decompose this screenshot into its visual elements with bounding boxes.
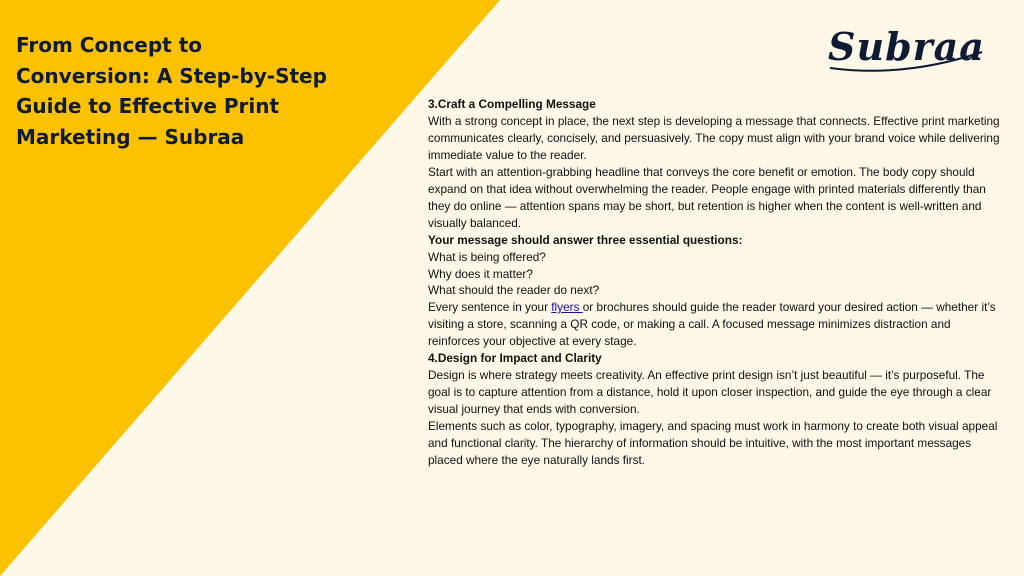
subraa-logo <box>824 22 988 74</box>
paragraph: Start with an attention-grabbing headline that conveys the core benefit or emotion. The body copy should expand on that idea without overwhelming the reader. People engage with printed materials differently than they do online — attention spans may be short, but retention is higher when the content is well-written and visually balanced. <box>428 164 986 230</box>
section-heading-craft-message: 3.Craft a Compelling Message <box>428 97 596 111</box>
question-item: Why does it matter? <box>428 266 533 281</box>
article-content <box>428 96 1004 469</box>
svg-text:Subraa: Subraa <box>828 24 985 69</box>
paragraph: With a strong concept in place, the next step is developing a message that connects. Effective print marketing communicates clearly, concisely, and persuasively. The copy must align with your brand voice while delivering immediate value to the reader. <box>428 113 1000 162</box>
page-title: From Concept to Conversion: A Step-by-Step Guide to Effective Print Marketing — Subraa <box>16 33 327 149</box>
questions-heading: Your message should answer three essential questions: <box>428 232 743 247</box>
flyers-link[interactable]: flyers <box>551 300 583 315</box>
question-item: What is being offered? <box>428 249 546 264</box>
text-segment: Every sentence in your <box>428 300 552 315</box>
paragraph-with-link <box>428 299 1004 350</box>
section-heading-design-impact: 4.Design for Impact and Clarity <box>428 351 602 366</box>
paragraph: Elements such as color, typography, imagery, and spacing must work in harmony to create both visual appeal and functional clarity. The hierarchy of information should be intuitive, with the most important messages placed where the eye naturally lands first. <box>428 419 998 468</box>
question-item: What should the reader do next? <box>428 283 600 298</box>
text-segment: or brochures should guide the reader toward your desired action — whether it’s visiting a store, scanning a QR code, or making a call. A focused message minimizes distraction and reinforces your objective at every stage. <box>428 300 996 349</box>
paragraph: Design is where strategy meets creativity. An effective print design isn’t just beautiful — it’s purposeful. The goal is to capture attention from a distance, hold it upon closer inspection, and guide the eye through a clear visual journey that ends with conversion. <box>428 368 992 417</box>
